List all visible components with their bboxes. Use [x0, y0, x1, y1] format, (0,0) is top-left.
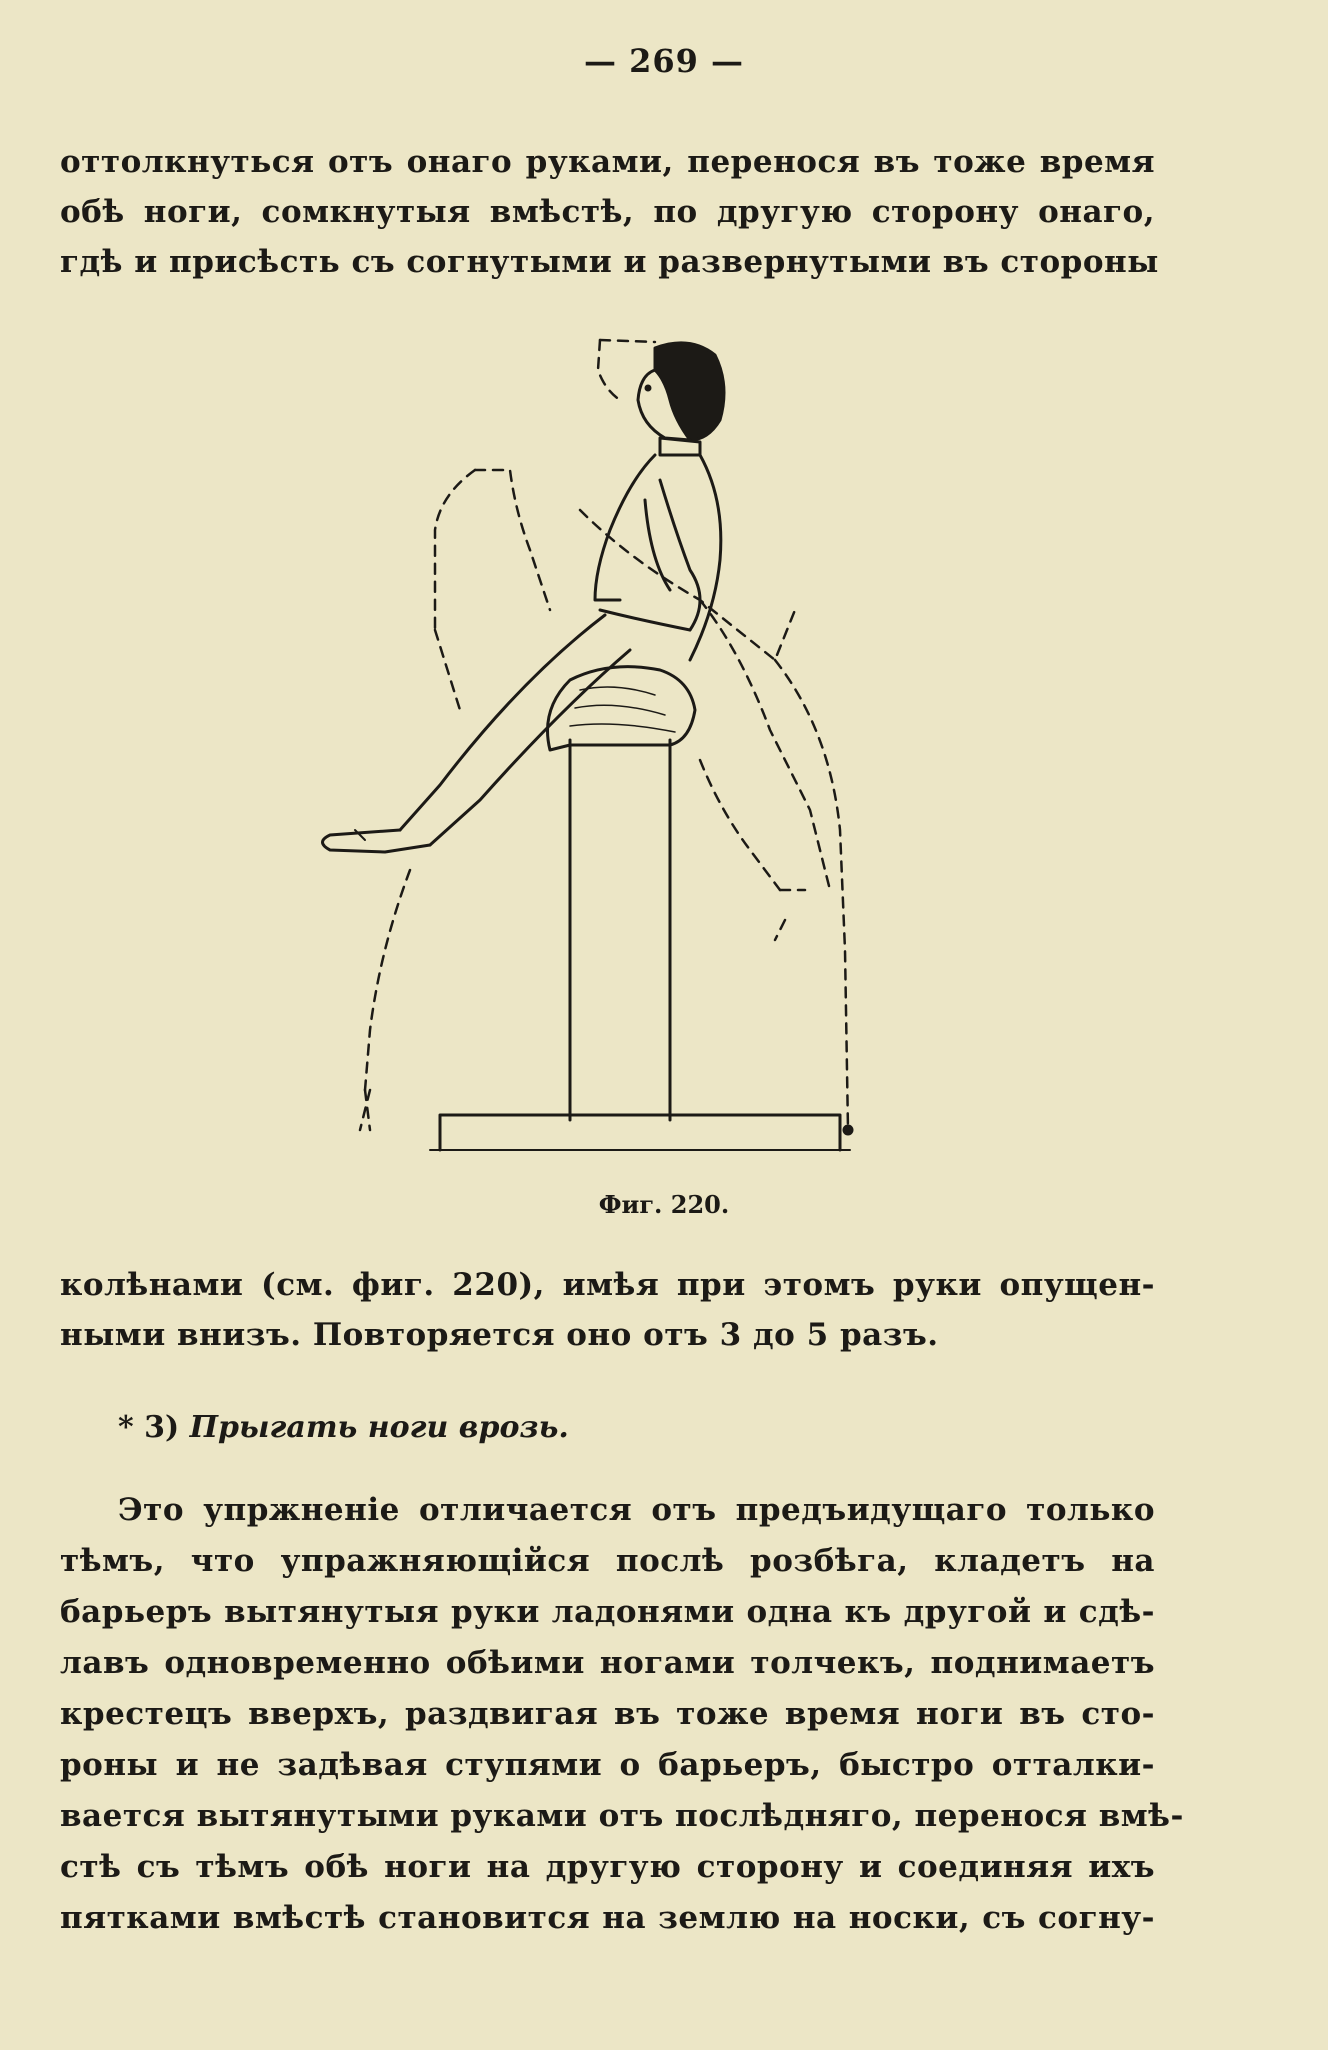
- gymnast-figure: [323, 343, 725, 852]
- vaulting-stand: [430, 667, 850, 1150]
- page-number: — 269 —: [583, 42, 745, 80]
- text-line: оттолкнуться отъ онаго руками, перенося въ тоже время: [60, 144, 1155, 180]
- text-line: стѣ съ тѣмъ обѣ ноги на другую сторону и соединяя ихъ: [60, 1849, 1155, 1885]
- text-line: колѣнами (см. фиг. 220), имѣя при этомъ руки опущен-: [60, 1267, 1155, 1303]
- section-title: Прыгать ноги врозь.: [189, 1410, 569, 1445]
- section-heading: [118, 1408, 569, 1448]
- gymnast-illustration: [270, 330, 970, 1160]
- text-line: Это упржненіе отличается отъ предъидущаго только: [118, 1492, 1155, 1528]
- landing-point-icon: [844, 1126, 852, 1134]
- text-line: пятками вмѣстѣ становится на землю на носки, съ согну-: [60, 1900, 1155, 1936]
- ghost-motion-lines: [360, 340, 848, 1130]
- text-line: тѣмъ, что упражняющійся послѣ розбѣга, кладетъ на: [60, 1543, 1155, 1579]
- text-line: вается вытянутыми руками отъ послѣдняго, перенося вмѣ-: [60, 1798, 1184, 1834]
- text-line: ными внизъ. Повторяется оно отъ 3 до 5 разъ.: [60, 1317, 939, 1353]
- text-line: гдѣ и присѣсть съ согнутыми и развернутыми въ стороны: [60, 244, 1159, 280]
- text-line: роны и не задѣвая ступями о барьеръ, быстро отталки-: [60, 1747, 1155, 1783]
- text-line: лавъ одновременно обѣими ногами толчекъ, поднимаетъ: [60, 1645, 1155, 1681]
- text-line: обѣ ноги, сомкнутыя вмѣстѣ, по другую сторону онаго,: [60, 194, 1155, 230]
- section-marker: * 3): [118, 1410, 180, 1445]
- text-line: барьеръ вытянутыя руки ладонями одна къ другой и сдѣ-: [60, 1594, 1155, 1630]
- text-line: крестецъ вверхъ, раздвигая въ тоже время ноги въ сто-: [60, 1696, 1155, 1732]
- figure-caption: Фиг. 220.: [598, 1190, 730, 1219]
